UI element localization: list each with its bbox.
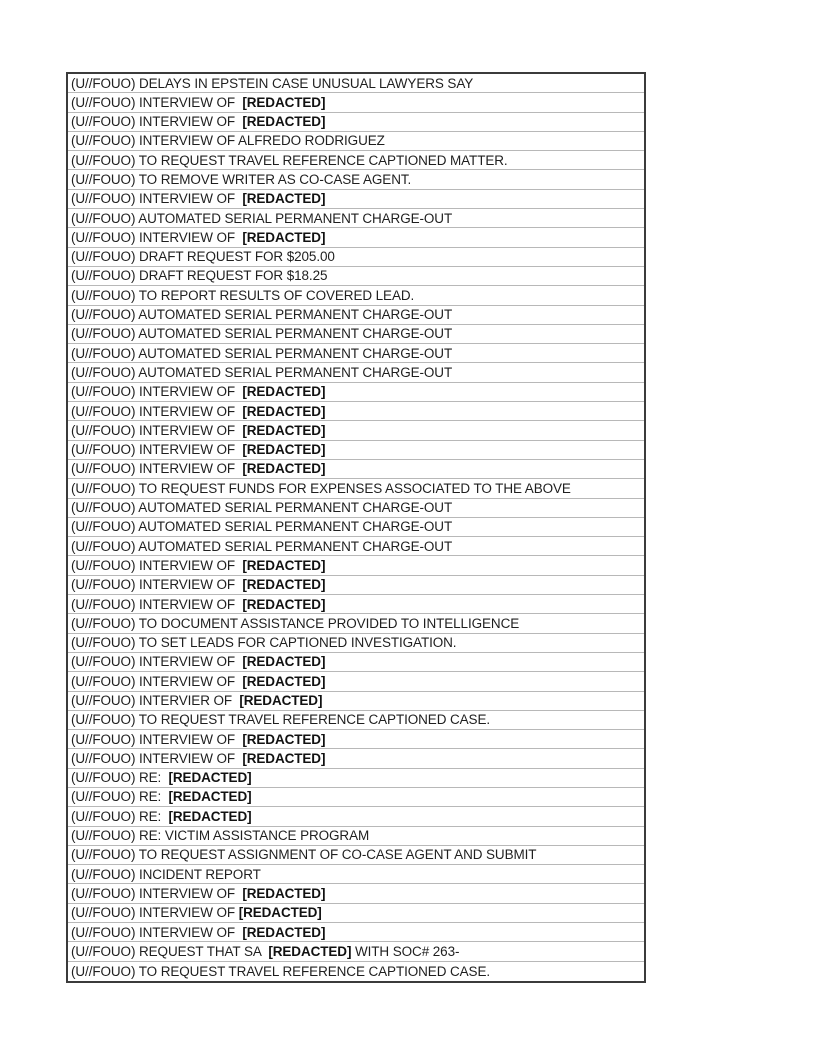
row-text-segment: (U//FOUO) INTERVIEW OF [71,750,243,766]
row-text-segment: (U//FOUO) INTERVIEW OF [71,885,243,901]
table-row [68,209,644,228]
row-text-segment: (U//FOUO) INTERVIER OF [71,693,240,708]
redacted-label: [REDACTED] [242,461,326,477]
redacted-label: [REDACTED] [242,596,326,612]
table-row [68,576,644,595]
redacted-label: [REDACTED] [242,731,326,747]
row-text [68,344,452,363]
row-text-segment: (U//FOUO) AUTOMATED SERIAL PERMANENT CHARGE-OUT [71,500,453,516]
table-row [68,248,644,267]
row-text-segment: (U//FOUO) INTERVIEW OF [71,577,243,593]
row-text [68,93,325,112]
row-text-segment: (U//FOUO) RE: VICTIM ASSISTANCE PROGRAM [71,828,370,844]
row-text [68,170,411,189]
row-text-segment: (U//FOUO) REQUEST THAT SA [71,943,269,959]
table-row [68,518,644,537]
row-text-segment: (U//FOUO) INTERVIEW OF ALFREDO RODRIGUEZ [71,133,385,149]
redacted-label: [REDACTED] [242,191,326,207]
table-row [68,74,644,93]
redacted-label: [REDACTED] [242,557,326,573]
row-text-segment: (U//FOUO) INTERVIEW OF [71,403,243,419]
table-row [68,306,644,325]
redacted-label: [REDACTED] [168,789,252,805]
row-text [68,132,385,151]
row-text-segment: (U//FOUO) INTERVIEW OF [71,442,243,458]
table-row [68,441,644,460]
table-row [68,286,644,305]
redacted-label: [REDACTED] [242,885,326,901]
row-text-segment: (U//FOUO) AUTOMATED SERIAL PERMANENT CHARGE-OUT [71,307,453,323]
row-text-segment: (U//FOUO) AUTOMATED SERIAL PERMANENT CHARGE-OUT [71,210,453,226]
row-text [68,499,452,518]
table-row [68,614,644,633]
redacted-label: [REDACTED] [168,808,252,824]
row-text-segment: (U//FOUO) INTERVIEW OF [71,191,243,207]
row-text-segment: (U//FOUO) INCIDENT REPORT [71,866,261,882]
table-row [68,383,644,402]
table-row [68,788,644,807]
row-text [68,74,473,93]
row-text [68,267,327,286]
row-text [68,923,325,942]
row-text [68,402,325,421]
row-text [68,113,325,132]
row-text-segment: (U//FOUO) TO REMOVE WRITER AS CO-CASE AGENT. [71,171,412,187]
redacted-label: [REDACTED] [242,403,326,419]
row-text [68,788,252,807]
row-text [68,537,452,556]
table-row [68,846,644,865]
row-text-segment: (U//FOUO) TO REQUEST TRAVEL REFERENCE CAPTIONED MATTER. [71,152,508,168]
row-text [68,884,325,903]
table-row [68,537,644,556]
row-text [68,865,261,884]
row-text [68,672,325,691]
table-row [68,923,644,942]
table-row [68,692,644,711]
row-text-segment: (U//FOUO) DRAFT REQUEST FOR $18.25 [71,268,328,284]
table-row [68,267,644,286]
redacted-label: [REDACTED] [239,693,323,708]
row-text-segment: (U//FOUO) RE: [71,808,169,824]
row-text [68,286,414,305]
row-text [68,711,490,730]
table-row [68,170,644,189]
row-text [68,325,452,344]
table-row [68,865,644,884]
row-text-segment: (U//FOUO) INTERVIEW OF [71,422,243,438]
row-text [68,769,252,788]
table-row [68,672,644,691]
row-text-segment: (U//FOUO) INTERVIEW OF [71,673,243,689]
table-row [68,460,644,479]
row-text [68,383,325,402]
redacted-label: [REDACTED] [242,94,326,110]
row-text-segment: (U//FOUO) INTERVIEW OF [71,924,243,940]
row-text-segment: (U//FOUO) DELAYS IN EPSTEIN CASE UNUSUAL LAWYERS SAY [71,75,474,91]
row-text-segment: (U//FOUO) TO REPORT RESULTS OF COVERED LEAD. [71,287,415,303]
row-text [68,904,322,923]
row-text [68,460,325,479]
table-row [68,634,644,653]
row-text [68,421,325,440]
row-text [68,190,325,209]
row-text-segment: (U//FOUO) INTERVIEW OF [71,94,243,110]
redacted-label: [REDACTED] [242,229,326,245]
row-text-segment: (U//FOUO) DRAFT REQUEST FOR $205.00 [71,249,335,265]
fouo-serial-list-table [66,72,646,983]
row-text-segment: (U//FOUO) INTERVIEW OF [71,461,243,477]
row-text-segment: (U//FOUO) INTERVIEW OF [71,654,243,670]
table-row [68,556,644,575]
row-text [68,942,459,961]
table-row [68,807,644,826]
row-text-segment: (U//FOUO) INTERVIEW OF [71,384,243,400]
row-text-segment: (U//FOUO) TO DOCUMENT ASSISTANCE PROVIDED TO INTELLIGENCE [71,615,520,631]
table-row [68,749,644,768]
redacted-label: [REDACTED] [242,924,326,940]
redacted-label: [REDACTED] [268,943,352,959]
table-row [68,325,644,344]
table-row [68,769,644,788]
row-text [68,653,325,672]
row-text-segment: (U//FOUO) INTERVIEW OF [71,731,243,747]
redacted-label: [REDACTED] [168,770,252,786]
row-text [68,962,490,981]
row-text-segment: (U//FOUO) INTERVIEW OF [71,596,243,612]
table-row [68,190,644,209]
row-text-segment: (U//FOUO) TO REQUEST ASSIGNMENT OF CO-CASE AGENT AND SUBMIT [71,847,537,863]
table-row [68,595,644,614]
row-text-segment: (U//FOUO) AUTOMATED SERIAL PERMANENT CHARGE-OUT [71,538,453,554]
table-row [68,228,644,247]
redacted-label: [REDACTED] [242,384,326,400]
row-text [68,827,369,846]
redacted-label: [REDACTED] [242,750,326,766]
row-text [68,209,452,228]
row-text [68,749,325,768]
row-text-segment: (U//FOUO) RE: [71,789,169,805]
table-row [68,151,644,170]
row-text [68,556,325,575]
table-row [68,402,644,421]
table-row [68,93,644,112]
redacted-label: [REDACTED] [238,905,322,921]
row-text-segment: (U//FOUO) AUTOMATED SERIAL PERMANENT CHARGE-OUT [71,364,453,380]
row-text [68,846,536,865]
redacted-label: [REDACTED] [242,654,326,670]
row-text [68,151,508,170]
table-row [68,730,644,749]
row-text-segment: (U//FOUO) INTERVIEW OF [71,114,243,130]
redacted-label: [REDACTED] [242,422,326,438]
row-text-segment: (U//FOUO) RE: [71,770,169,786]
table-row [68,344,644,363]
row-text-segment: (U//FOUO) INTERVIEW OF [71,557,243,573]
row-text [68,692,322,711]
row-text-segment: (U//FOUO) TO REQUEST FUNDS FOR EXPENSES ASSOCIATED TO THE ABOVE [71,480,571,496]
row-text [68,228,325,247]
redacted-label: [REDACTED] [242,442,326,458]
row-text [68,363,452,382]
table-row [68,884,644,903]
table-row [68,653,644,672]
redacted-label: [REDACTED] [242,577,326,593]
redacted-label: [REDACTED] [242,673,326,689]
table-row [68,942,644,961]
table-row [68,479,644,498]
row-text [68,248,335,267]
row-text [68,479,571,498]
table-row [68,132,644,151]
table-row [68,711,644,730]
row-text [68,614,519,633]
row-text-segment: (U//FOUO) AUTOMATED SERIAL PERMANENT CHARGE-OUT [71,519,453,535]
row-text-segment: (U//FOUO) TO SET LEADS FOR CAPTIONED INVESTIGATION. [71,635,457,651]
table-row [68,421,644,440]
row-text-segment: WITH SOC# 263- [351,943,460,959]
table-row [68,904,644,923]
table-row [68,962,644,981]
row-text [68,807,252,826]
table-row [68,827,644,846]
row-text-segment: (U//FOUO) TO REQUEST TRAVEL REFERENCE CAPTIONED CASE. [71,712,491,728]
table-row [68,499,644,518]
table-row [68,363,644,382]
row-text [68,730,325,749]
table-row [68,113,644,132]
row-text [68,595,325,614]
row-text [68,576,325,595]
row-text [68,634,456,653]
row-text-segment: (U//FOUO) INTERVIEW OF [71,905,239,921]
row-text-segment: (U//FOUO) AUTOMATED SERIAL PERMANENT CHARGE-OUT [71,326,453,342]
row-text-segment: (U//FOUO) INTERVIEW OF [71,229,243,245]
row-text [68,441,325,460]
row-text [68,518,452,537]
redacted-label: [REDACTED] [242,114,326,130]
row-text [68,306,452,325]
row-text-segment: (U//FOUO) AUTOMATED SERIAL PERMANENT CHARGE-OUT [71,345,453,361]
row-text-segment: (U//FOUO) TO REQUEST TRAVEL REFERENCE CAPTIONED CASE. [71,963,491,979]
